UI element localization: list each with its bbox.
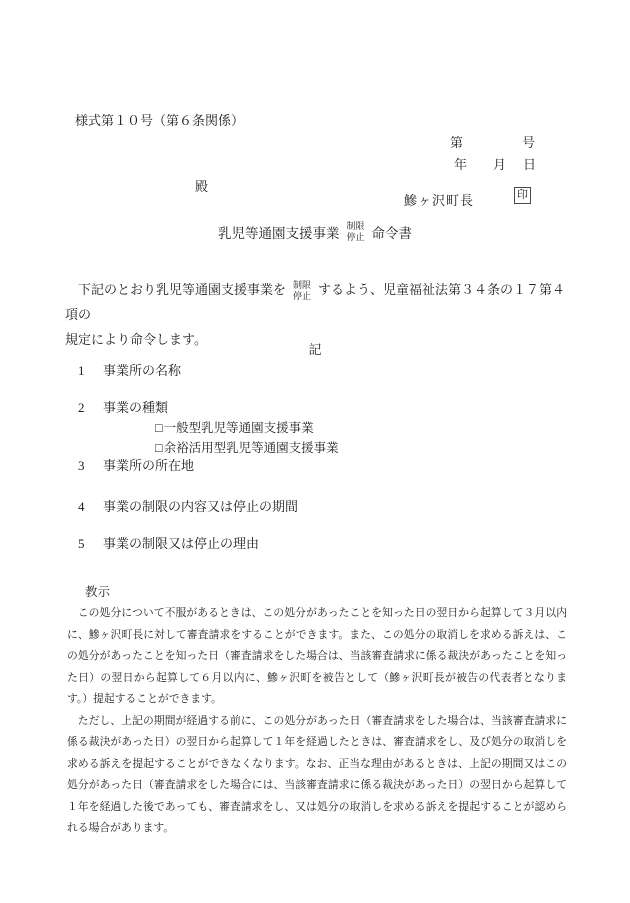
form-number: 様式第１０号（第６条関係） [75,113,245,128]
order-statement-lead: 下記のとおり乳児等通園支援事業を [78,282,287,297]
list-item-label: 事業の制限の内容又は停止の期間 [103,499,299,514]
list-item-label: 事業の制限又は停止の理由 [103,536,260,551]
list-item-number: 1 [78,363,85,378]
list-item-number: 4 [78,499,85,514]
date-day-label: 日 [523,157,537,172]
document-number-suffix: 号 [522,135,536,150]
document-number-prefix: 第 [450,135,464,150]
title-stack-top: 制限 [346,221,365,231]
title-lead: 乳児等通園支援事業 [217,226,340,242]
list-item-restriction-content-or-period [78,496,298,515]
body-stacked-restriction-suspension [293,280,311,303]
order-statement-line2: 規定により命令します。 [65,332,207,348]
title-stacked-restriction-suspension [346,221,364,244]
list-item-label: 事業の種類 [103,400,169,415]
checkbox-icon: □ [155,421,163,435]
list-item-business-name [78,360,181,379]
list-item-business-address [78,455,194,474]
list-item-label: 事業所の所在地 [103,458,195,473]
addressee-honorific: 殿 [195,179,209,194]
date-month-label: 月 [493,157,507,172]
order-statement-line1-tail: するよう、児童福祉法第３４条の１７第４項の [65,282,566,323]
notice-paragraph-2: ただし、上記の期間が経過する前に、この処分があった日（審査請求をした場合は、当該審査請求に係る裁決があった日）の翌日から起算して１年を経過したときは、審査請求をし、及び処分の取消しを求める訴えを提起することができなくなります。なお、正当な理由があるときは、上記の期間又はこの処分があった日（審査請求をした場合には、当該審査請求に係る裁決があった日）の翌日から起算して１年を経過した後であっても、審査請求をし、又は処分の取消しを求める訴えを提起することが認められる場合があります。 [67,714,567,834]
list-item-number: 2 [78,400,85,415]
list-item-restriction-reason [78,533,259,552]
body-stack-top: 制限 [293,279,312,290]
title-stack-bottom: 停止 [346,232,365,243]
notice-paragraph-1: この処分について不服があるときは、この処分があったことを知った日の翌日から起算して３月以内に、鰺ヶ沢町長に対して審査請求をすることができます。また、この処分の取消しを求める訴えは、この処分があったことを知った日（審査請求をした場合は、当該審査請求に係る裁決があったことを知った日）の翌日から起算して６月以内に、鰺ヶ沢町を被告として（鰺ヶ沢町長が被告の代表者となります。）提起することができます。 [67,607,567,705]
issuer-title: 鰺ヶ沢町長 [404,193,475,208]
list-item-business-type [78,397,168,416]
option-surplus-type [155,438,339,456]
document-title [0,221,630,244]
seal-placeholder: 印 [514,187,531,204]
option-label: 一般型乳児等通園支援事業 [163,421,314,435]
list-item-label: 事業所の名称 [103,363,182,378]
option-label: 余裕活用型乳児等通園支援事業 [163,441,339,455]
record-marker: 記 [308,342,322,357]
option-general-type [155,418,314,436]
title-tail: 命令書 [371,226,412,242]
notice-body [67,603,567,840]
checkbox-icon: □ [155,441,163,455]
date-year-label: 年 [454,157,468,172]
list-item-number: 3 [78,458,85,473]
list-item-number: 5 [78,536,85,551]
body-stack-bottom: 停止 [293,291,312,302]
notice-heading: 教示 [85,585,111,599]
